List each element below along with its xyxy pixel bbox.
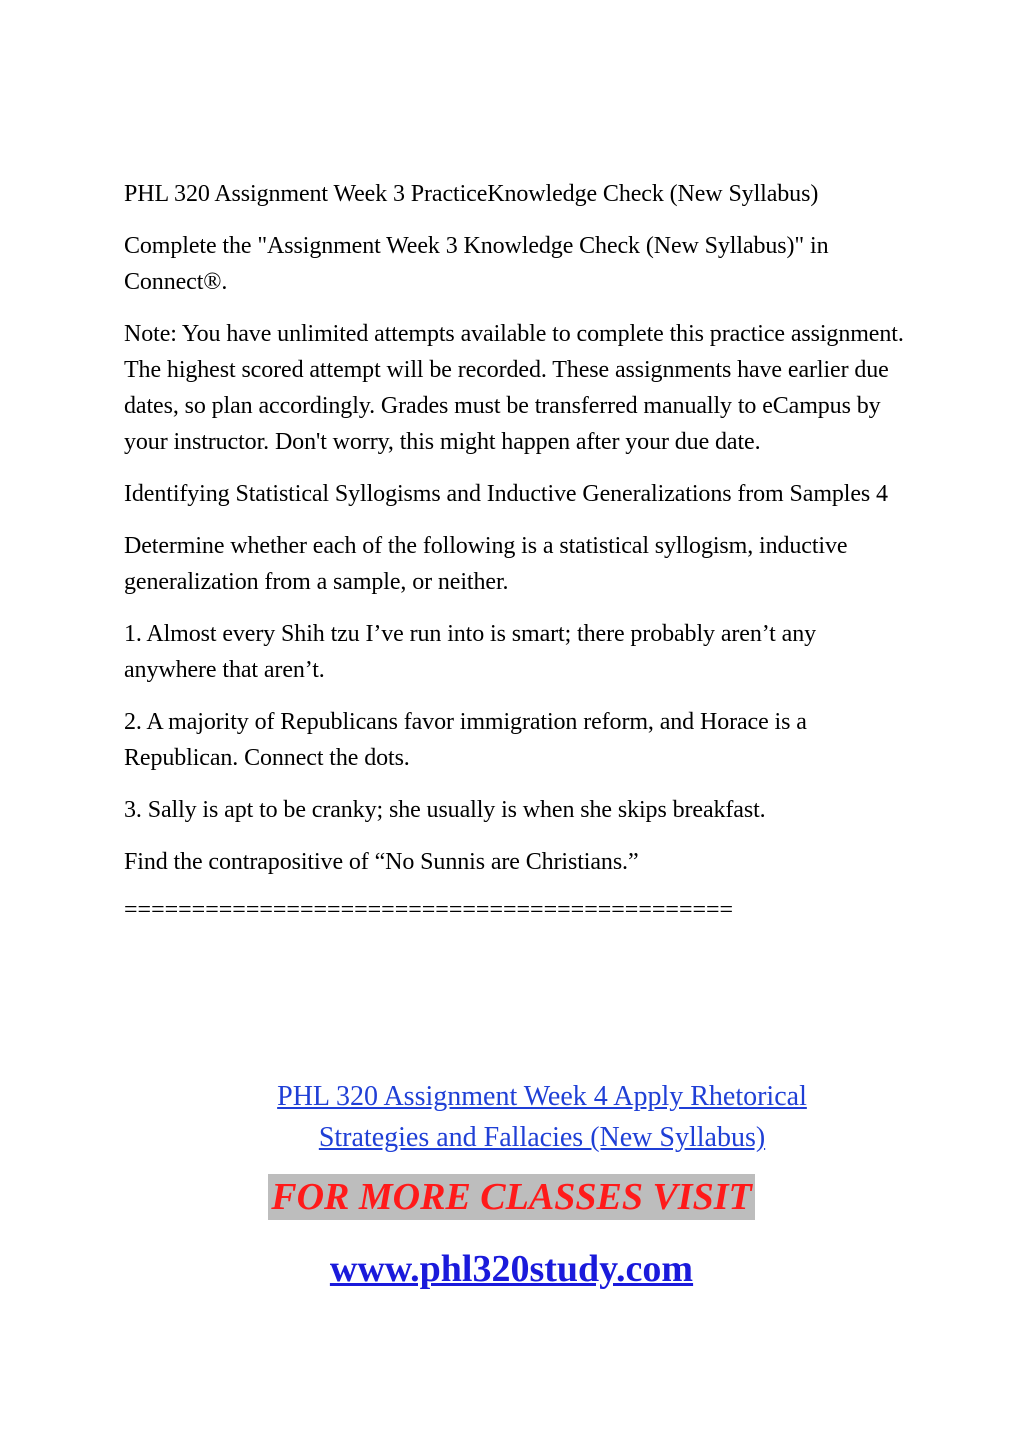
- instruction-paragraph: Complete the "Assignment Week 3 Knowledge Check (New Syllabus)" in Connect®.: [124, 233, 829, 295]
- question-prompt: Determine whether each of the following is a statistical syllogism, inductive generalization from a sample, or neither.: [124, 533, 848, 595]
- question-item-2: 2. A majority of Republicans favor immigration reform, and Horace is a Republican. Connect the dots.: [124, 709, 807, 771]
- separator-line: =============================================: [124, 897, 734, 923]
- visit-banner: FOR MORE CLASSES VISIT: [268, 1174, 754, 1220]
- question-item-3: 3. Sally is apt to be cranky; she usually is when she skips breakfast.: [124, 797, 766, 823]
- question-item-1: 1. Almost every Shih tzu I’ve run into is smart; there probably aren’t any anywhere that aren’t.: [124, 621, 816, 683]
- note-paragraph: Note: You have unlimited attempts available to complete this practice assignment. The highest scored attempt will be recorded. These assignments have earlier due dates, so plan accordingly. Grades must be transferred manually to eCampus by your instructor. Don't worry, this might happen after your due date.: [124, 321, 904, 455]
- contrapositive-question: Find the contrapositive of “No Sunnis are Christians.”: [124, 849, 639, 875]
- assignment-title: PHL 320 Assignment Week 3 PracticeKnowledge Check (New Syllabus): [124, 181, 819, 207]
- document-body: [124, 176, 914, 924]
- section-heading: Identifying Statistical Syllogisms and Inductive Generalizations from Samples 4: [124, 481, 888, 507]
- website-link[interactable]: www.phl320study.com: [329, 1248, 694, 1290]
- next-assignment-link[interactable]: PHL 320 Assignment Week 4 Apply Rhetorical Strategies and Fallacies (New Syllabus): [277, 1081, 807, 1153]
- visit-banner-wrap: [0, 1174, 1023, 1220]
